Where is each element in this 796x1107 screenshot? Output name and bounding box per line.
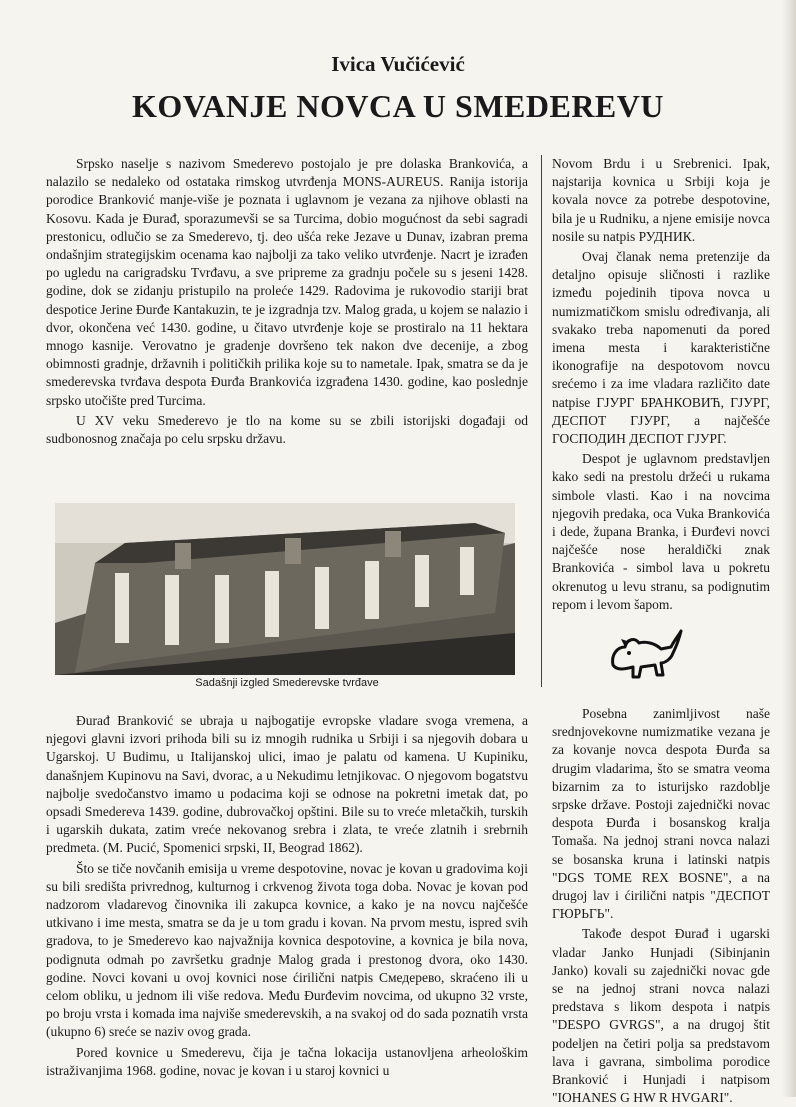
author-name: Ivica Vučićević [331, 52, 465, 76]
paragraph: Srpsko naselje s nazivom Smederevo postojalo je pre dolaska Brankovića, a nalazilo se nedaleko od ostataka rimskog utvrđenja MONS-AUREUS. Ranija istorija porodice Branković manje-više je poznata i uglavnom je vezana za njihove oblasti na Kosovu. Kada je Đurađ, sporazumevši se sa Turcima, dobio mogućnost da sebi sagradi prestonicu, odlučio se za Smederevo, tj. deo ušća reke Jezave u Dunav, izabran prema ondašnjim strategijskim ocenama kao najbolji za tako veliko utvrđenje. Nacrt je izrađen po ugledu na carigradsku Tvrđavu, a sve pripreme za gradnju počele su s jeseni 1428. godine, dok se zidanju pristupilo na proleće 1429. Radovima je rukovodio stariji brat despotice Jerine Đurđe Kantakuzin, te je izgradnja tzv. Malog grada, u kojem se nalazio i dvor, okončena već 1430. godine, u čitavo utvrđenje koje se prostiralo na 11 hektara mnogo kasnije. Verovatno je gradenje dovršeno tek nakon dve decenije, a zbog obimnosti gradnje, državnih i političkih prilika koje su to nametale. Ipak, smatra se da je smederevska tvrđava despota Đurđa Brankovića izgrađena 1430. godine, kao poslednje srpsko utočište pred Turcima. [46, 156, 528, 408]
heraldic-lion-icon [605, 625, 685, 683]
paragraph: U XV veku Smederevo je tlo na kome su se zbili istorijski događaji od sudbonosnog značaja po celu srpsku državu. [46, 412, 528, 447]
paragraph: Novom Brdu i u Srebrenici. Ipak, najstarija kovnica u Srbiji koja je kovala novce za potrebe despotovine, bila je u Rudniku, a njene emisije novca nosile su natpis РУДНИК. [552, 156, 770, 244]
left-column-top [46, 155, 528, 448]
paragraph: Despot je uglavnom predstavljen kako sedi na prestolu držeći u rukama simbole vlasti. Kao i na novcima njegovih predaka, oca Vuka Brankovića i dede, župana Branka, i Đurđevi novci najčešće nose heraldički znak Brankovića - simbol lava u pokretu okrenutog u levu stranu, sa podignutim repom i levom šapom. [552, 451, 770, 612]
column-divider [541, 155, 542, 687]
right-column-top [552, 155, 770, 614]
left-column-bottom [46, 712, 528, 1080]
paragraph: Pored kovnice u Smederevu, čija je tačna lokacija ustanovljena arheološkim istraživanjima 1968. godine, novac je kovan i u staroj kovnici u [46, 1044, 528, 1078]
paragraph: Takođe despot Đurađ i ugarski vladar Janko Hunjadi (Sibinjanin Janko) kovali su zajednički novac gde se na jednoj strani novca nalazi predstava s likom despota i natpis "DESPO GVRGS", a na drugoj štit podeljen na četiri polja sa predstavom lava i gavrana, simbolima porodice Branković i Hunjadi i natpisom "IOHANES G HW R HVGARI". [552, 926, 770, 1106]
right-column-bottom [552, 705, 770, 1107]
paragraph: Đurađ Branković se ubraja u najbogatije evropske vladare svoga vremena, a njegovi glavni izvori prihoda bili su iz mnogih rudnika u Srbiji i sa njegovih dobara u Ugarskoj. U Budimu, u Italijanskoj ulici, imao je palatu od kamena. U Kupiniku, današnjem Kupinovu na Savi, dvorac, a u Nekudimu letnjikovac. O njegovom bogatstvu najbolje svedočanstvo imamo u podacima koji se odnose na pokretni imetak dat, po opsadi Smedereva 1439. godine, dubrovačkoj opštini. Bile su to vreće mletačkih, turskih i ugarskih dukata, zatim vreće nekovanog srebra i zlata, te vreće zlatnih i srebrnih predmeta. (M. Pucić, Spomenici srpski, II, Beograd 1862). [46, 713, 528, 856]
page-edge-shadow [782, 0, 796, 1097]
fortress-photo [55, 503, 515, 675]
paragraph: Posebna zanimljivost naše srednjovekovne numizmatike vezana je za kovanje novca despota Đurđa sa drugim vladarima, što se smatra veoma bizarnim za to isturijsko razdoblje srpske države. Postoji zajednički novac despota Đurđa i bosanskog kralja Tomaša. Na jednoj strani novca nalazi se bosanska kruna i latinski natpis "DGS TOME REX BOSNE", a na drugoj lav i ćirilični natpis "ДЕСПОТ ГЮРЬГЬ". [552, 706, 770, 922]
article-title: KOVANJE NOVCA U SMEDEREVU [132, 88, 664, 124]
photo-caption: Sadašnji izgled Smederevske tvrđave [195, 677, 379, 689]
paragraph: Što se tiče novčanih emisija u vreme despotovine, novac je kovan u gradovima koji su bili središta privrednog, kulturnog i crkvenog života toga doba. Novac je kovan pod nadzorom vladarevog činovnika ili zakupca kovnice, a kako je na novcu najčešće utkivano i ime mesta, smatra se da je u tom gradu i kovan. Na prvom mestu, ispred svih gradova, to je Smederevo kao najvažnija kovnica despotovine, a kovnica je bila nova, podignuta odmah po završetku gradnje Malog grada i prestonog dvora, oko 1430. godine. Novci kovani u ovoj kovnici nose ćirilični natpis Смедерево, skraćeno ili u celom obliku, u jednom ili više redova. Među Đurđevim novcima, od ukupno 32 vrste, po broju vrsta i komada ima najviše smederevskih, a na svakoj od do sada poznatih vrsta (ukupno 6) sreće se naziv ovog grada. [46, 860, 528, 1040]
paragraph: Ovaj članak nema pretenzije da detaljno opisuje sličnosti i razlike između pojedinih tipova novca u numizmatičkom smislu određivanja, ali svakako treba napomenuti da pored imena mesta i karakteristične ikonografije na despotovom novcu srećemo i za ime vladara različito date natpise ГЈУРГ БРАНКОВИЋ, ГЈУРГ, ДЕСПОТ ГЈУРГ, a najčešće ГОСПОДИН ДЕСПОТ ГЈУРГ. [552, 249, 770, 447]
